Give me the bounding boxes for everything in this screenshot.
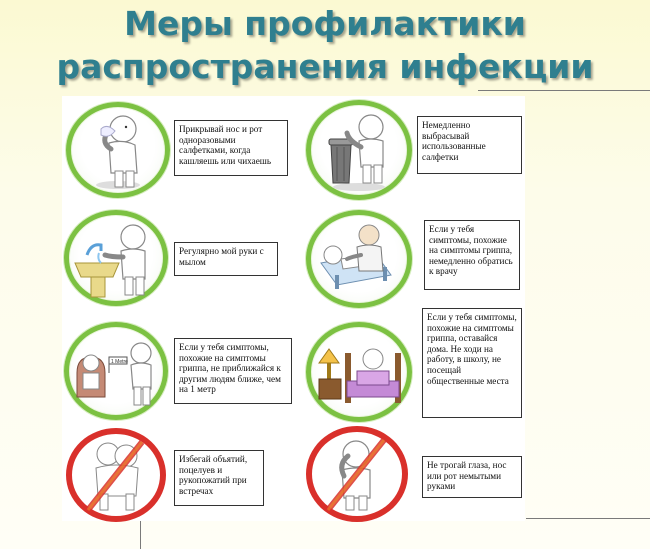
no-hugging-icon: [66, 428, 166, 522]
divider-line-bottom: [526, 518, 650, 519]
stay-home-figure-icon: [306, 322, 412, 422]
title-line-1: Меры профилактики: [124, 4, 526, 43]
tip-caption-2: Немедленно выбрасывай использованные салфетки: [417, 116, 522, 174]
tip-caption-7: Избегай объятий, поцелуев и рукопожатий при встречах: [174, 450, 264, 506]
tip-caption-3: Регулярно мой руки с мылом: [174, 242, 278, 276]
distance-figure-icon: [64, 322, 168, 420]
tip-caption-8: Не трогай глаза, нос или рот немытыми руками: [422, 456, 522, 498]
tip-caption-6: Если у тебя симптомы, похожие на симптомы гриппа, оставайся дома. Не ходи на работу, в школу, не посещай общественные места: [422, 308, 522, 418]
divider-line-top: [478, 90, 650, 91]
tip-caption-4: Если у тебя симптомы, похожие на симптомы гриппа, немедленно обратись к врачу: [424, 220, 520, 290]
hand-washing-icon: [64, 210, 168, 306]
figure-with-tissue-icon: [66, 102, 170, 198]
title-line-2: распространения инфекции: [56, 47, 594, 86]
tip-caption-1: Прикрывай нос и рот одноразовыми салфетками, когда кашляешь или чихаешь: [174, 120, 288, 176]
doctor-visit-icon: [306, 210, 412, 308]
trash-can-figure-icon: [306, 100, 412, 200]
illustration-panel: [62, 96, 525, 521]
tip-caption-5: Если у тебя симптомы, похожие на симптомы гриппа, не приближайся к другим людям ближе, чем на 1 метр: [174, 338, 292, 404]
page-title: [0, 2, 650, 88]
distance-sign-label: 1 Metre: [111, 359, 128, 365]
no-face-touch-icon: [306, 426, 408, 522]
divider-line-vertical: [140, 521, 141, 549]
